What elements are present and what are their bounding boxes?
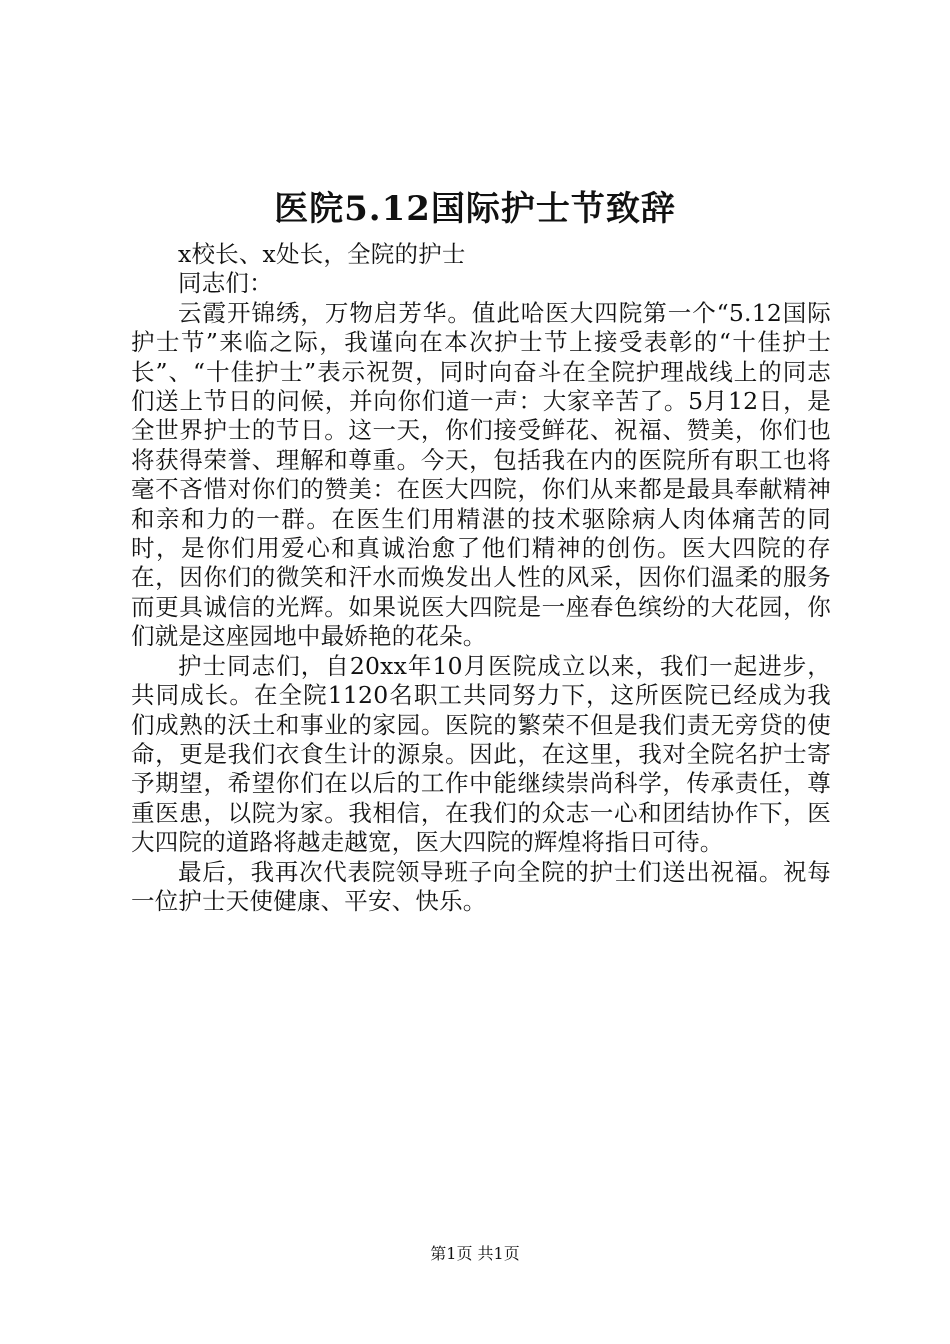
- body-paragraph: 云霞开锦绣，万物启芳华。值此哈医大四院第一个“5.12国际护士节”来临之际，我谨向在本次护士节上接受表彰的“十佳护士长”、“十佳护士”表示祝贺，同时向奋斗在全院护理战线上的同志们送上节日的问候，并向你们道一声：大家辛苦了。5月12日，是全世界护士的节日。这一天，你们接受鲜花、祝福、赞美，你们也将获得荣誉、理解和尊重。今天，包括我在内的医院所有职工也将毫不吝惜对你们的赞美：在医大四院，你们从来都是最具奉献精神和亲和力的一群。在医生们用精湛的技术驱除病人肉体痛苦的同时，是你们用爱心和真诚治愈了他们精神的创伤。医大四院的存在，因你们的微笑和汗水而焕发出人性的风采，因你们温柔的服务而更具诚信的光辉。如果说医大四院是一座春色缤纷的大花园，你们就是这座园地中最娇艳的花朵。: [131, 298, 831, 651]
- body-paragraph: 最后，我再次代表院领导班子向全院的护士们送出祝福。祝每一位护士天使健康、平安、快乐。: [131, 857, 831, 915]
- document-title: 医院5.12国际护士节致辞: [274, 189, 676, 229]
- salutation-line: x校长、x处长，全院的护士: [178, 240, 466, 268]
- page-number-footer: 第1页 共1页: [430, 1244, 520, 1263]
- salutation-line: 同志们：: [178, 269, 273, 298]
- body-paragraph: 护士同志们，自20xx年10月医院成立以来，我们一起进步，共同成长。在全院1120名职工共同努力下，这所医院已经成为我们成熟的沃土和事业的家园。医院的繁荣不但是我们责无旁贷的使命，更是我们衣食生计的源泉。因此，在这里，我对全院名护士寄予期望，希望你们在以后的工作中能继续崇尚科学，传承责任，尊重医患，以院为家。我相信，在我们的众志一心和团结协作下，医大四院的道路将越走越宽，医大四院的辉煌将指日可待。: [131, 651, 831, 857]
- document-body: [131, 240, 831, 916]
